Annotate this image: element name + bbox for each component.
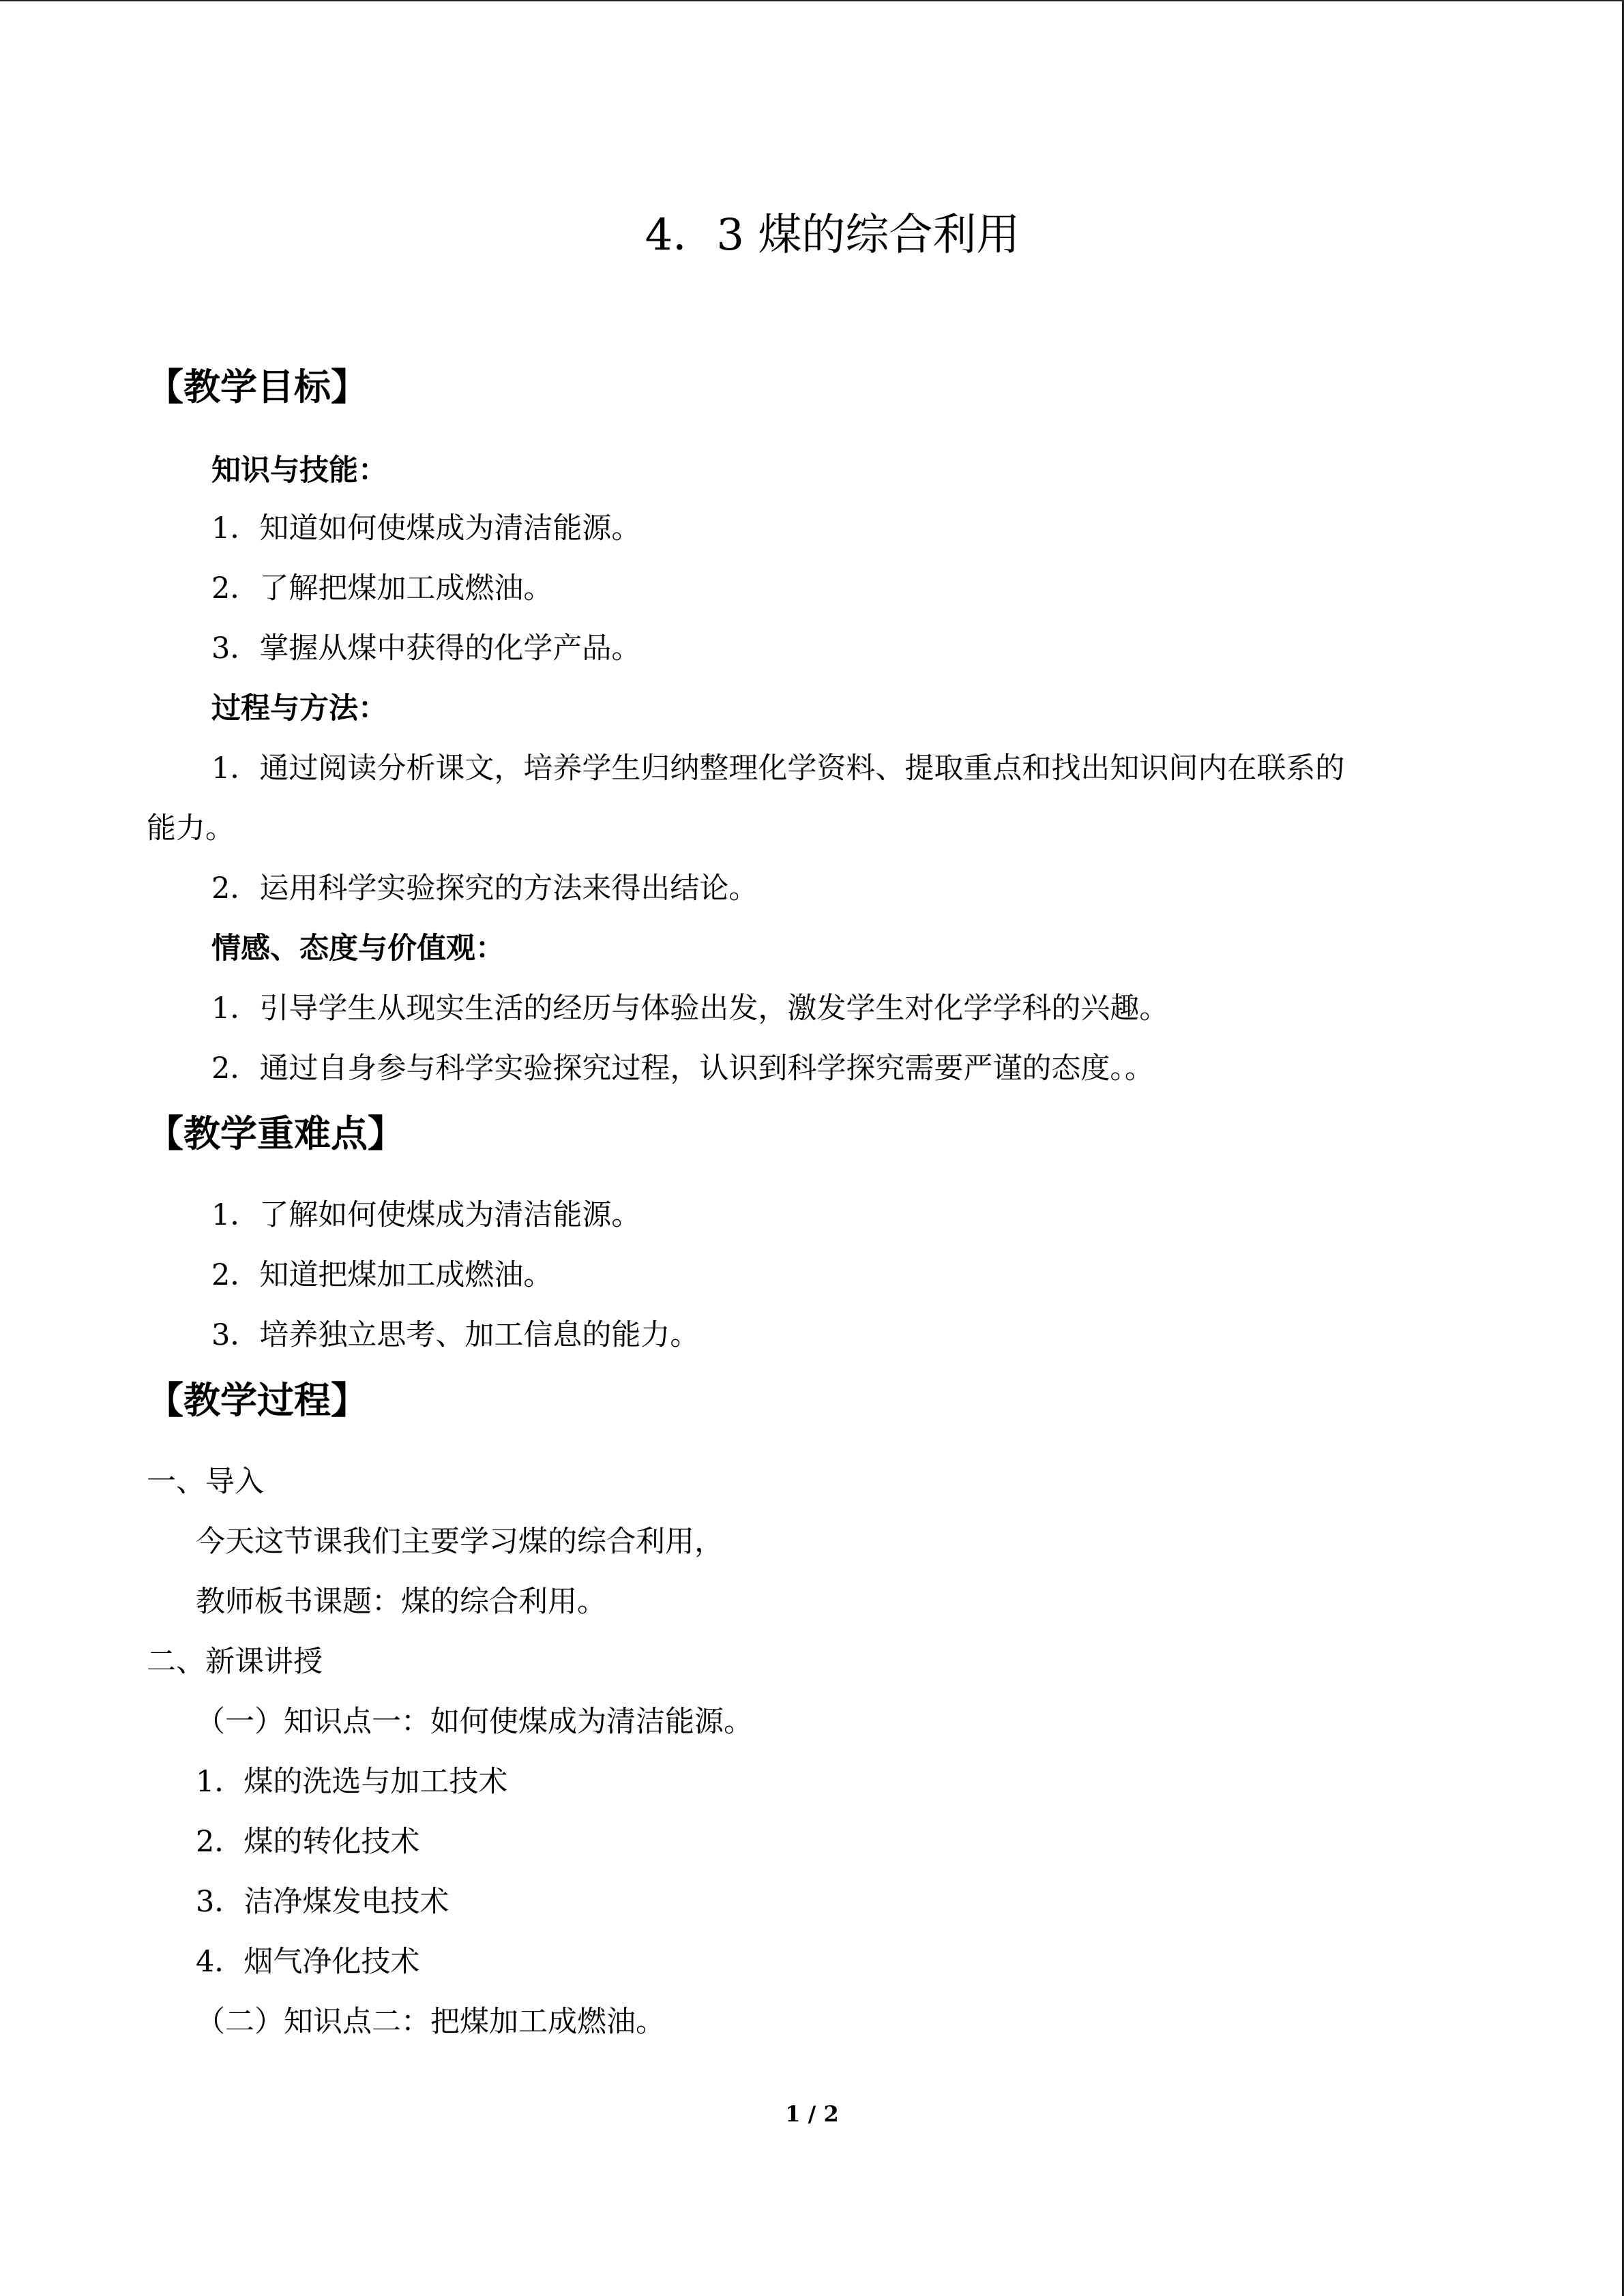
knowledge-point-2-heading: （二）知识点二：把煤加工成燃油。 [196, 2005, 665, 2039]
subheading-process-method: 过程与方法： [211, 691, 387, 726]
part-1-line-1: 今天这节课我们主要学习煤的综合利用， [196, 1525, 724, 1559]
key-point-item-3: 3．培养独立思考、加工信息的能力。 [211, 1318, 700, 1352]
knowledge-point-1-item-3: 3．洁净煤发电技术 [196, 1885, 449, 1919]
key-point-item-1: 1．了解如何使煤成为清洁能源。 [211, 1198, 641, 1232]
part-2-heading: 二、新课讲授 [147, 1645, 323, 1679]
page-title: 4．3 煤的综合利用 [645, 210, 1020, 260]
part-1-heading: 一、导入 [147, 1465, 264, 1499]
knowledge-item-1: 1．知道如何使煤成为清洁能源。 [211, 511, 641, 546]
section-heading-key-points: 【教学重难点】 [147, 1112, 404, 1155]
process-item-1-line-2: 能力。 [147, 811, 235, 846]
knowledge-point-1-item-4: 4．烟气净化技术 [196, 1945, 420, 1979]
knowledge-point-1-item-2: 2．煤的转化技术 [196, 1825, 420, 1859]
process-item-2: 2．运用科学实验探究的方法来得出结论。 [211, 871, 758, 906]
process-item-1-line-1: 1．通过阅读分析课文，培养学生归纳整理化学资料、提取重点和找出知识间内在联系的 [211, 751, 1345, 786]
part-1-line-2: 教师板书课题：煤的综合利用。 [196, 1585, 606, 1619]
section-heading-objectives: 【教学目标】 [147, 365, 368, 408]
key-point-item-2: 2．知道把煤加工成燃油。 [211, 1258, 553, 1292]
knowledge-item-2: 2．了解把煤加工成燃油。 [211, 571, 553, 606]
subheading-emotion: 情感、态度与价值观： [211, 931, 505, 966]
knowledge-point-1-item-1: 1．煤的洗选与加工技术 [196, 1765, 508, 1799]
page-number: 1 / 2 [785, 2101, 839, 2127]
knowledge-point-1-heading: （一）知识点一：如何使煤成为清洁能源。 [196, 1705, 753, 1739]
emotion-item-2: 2．通过自身参与科学实验探究过程，认识到科学探究需要严谨的态度。。 [211, 1052, 1154, 1086]
knowledge-item-3: 3．掌握从煤中获得的化学产品。 [211, 631, 641, 666]
section-heading-process: 【教学过程】 [147, 1378, 368, 1422]
emotion-item-1: 1．引导学生从现实生活的经历与体验出发，激发学生对化学学科的兴趣。 [211, 992, 1169, 1026]
subheading-knowledge: 知识与技能： [211, 453, 387, 488]
